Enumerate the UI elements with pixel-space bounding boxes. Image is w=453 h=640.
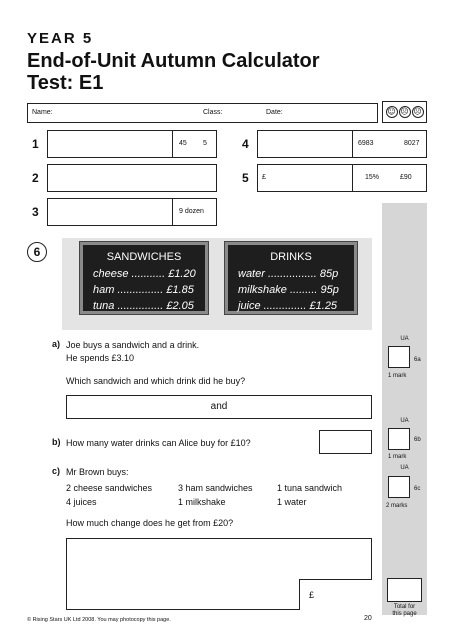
title-line-1: End-of-Unit Autumn Calculator xyxy=(27,50,320,72)
question-1-box xyxy=(47,130,217,158)
drinks-menu-board xyxy=(225,242,357,314)
part-c-label: c) xyxy=(52,466,61,476)
question-3-number: 3 xyxy=(32,205,39,219)
part-a-question: Which sandwich and which drink did he buy? xyxy=(66,376,246,386)
question-4-box xyxy=(257,130,427,158)
part-a-mark-box[interactable] xyxy=(388,346,410,368)
part-b-mark-box[interactable] xyxy=(388,428,410,450)
part-b-question: How many water drinks can Alice buy for £10? xyxy=(66,438,251,448)
part-c-working-area[interactable] xyxy=(66,538,372,610)
question-6-number: 6 xyxy=(27,242,47,262)
part-b-ua-label: UA xyxy=(400,418,409,424)
sandwich-item-tuna: tuna ............... £2.05 xyxy=(93,300,194,312)
sandwiches-menu-board xyxy=(80,242,208,314)
question-3-answer-field[interactable] xyxy=(48,199,173,225)
question-5-value-a: 15% xyxy=(365,174,380,181)
part-c-mark-box[interactable] xyxy=(388,476,410,498)
page-total-label xyxy=(382,604,427,618)
part-a-and-word: and xyxy=(210,401,228,412)
drinks-heading: DRINKS xyxy=(270,251,312,263)
part-c-question: How much change does he get from £20? xyxy=(66,518,234,528)
question-4-value-b: 8027 xyxy=(404,140,420,147)
part-a-line-2: He spends £3.10 xyxy=(66,353,135,363)
year-heading: YEAR 5 xyxy=(27,30,94,47)
drink-item-milkshake: milkshake ......... 95p xyxy=(238,284,339,296)
page-number: 20 xyxy=(364,615,372,622)
student-info-bar xyxy=(27,103,378,123)
question-1-value-a: 45 xyxy=(179,140,187,147)
class-label: Class: xyxy=(203,109,223,116)
part-b-code: 6b xyxy=(414,437,421,443)
page-title xyxy=(27,50,320,94)
part-a-answer-field[interactable] xyxy=(66,395,372,419)
sad-face-icon[interactable]: ☹ xyxy=(413,107,422,116)
part-c-item-juices: 4 juices xyxy=(66,497,97,507)
question-4-value-a: 6983 xyxy=(358,140,374,147)
name-label: Name: xyxy=(32,109,53,116)
part-c-code: 6c xyxy=(414,486,421,492)
part-c-marks: 2 marks xyxy=(386,503,408,509)
part-c-item-cheese: 2 cheese sandwiches xyxy=(66,483,153,493)
question-4-number: 4 xyxy=(242,137,249,151)
question-1-answer-field[interactable] xyxy=(48,131,173,157)
question-3-box xyxy=(47,198,217,226)
part-a-label: a) xyxy=(52,339,61,349)
page-total-line-1: Total for xyxy=(393,604,416,610)
self-assessment-faces xyxy=(382,101,427,123)
question-1-number: 1 xyxy=(32,137,39,151)
part-c-answer-field[interactable] xyxy=(299,579,372,610)
question-2-number: 2 xyxy=(32,171,39,185)
question-1-value-b: 5 xyxy=(203,140,207,147)
part-c-item-tuna: 1 tuna sandwich xyxy=(277,483,343,493)
part-c-currency: £ xyxy=(309,590,315,600)
page-total-line-2: this page xyxy=(392,611,417,617)
part-c-item-milkshake: 1 milkshake xyxy=(178,497,226,507)
part-b-answer-field[interactable] xyxy=(319,430,372,454)
sandwich-item-cheese: cheese ........... £1.20 xyxy=(93,268,196,280)
part-b-label: b) xyxy=(52,437,61,447)
neutral-face-icon[interactable]: ☹ xyxy=(400,107,409,116)
question-5-number: 5 xyxy=(242,171,249,185)
part-c-item-water: 1 water xyxy=(277,497,307,507)
part-c-intro: Mr Brown buys: xyxy=(66,467,129,477)
marking-sidebar xyxy=(382,203,427,615)
question-3-value: 9 dozen xyxy=(179,208,204,215)
question-5-currency: £ xyxy=(262,174,266,181)
sandwich-item-ham: ham ............... £1.85 xyxy=(93,284,194,296)
page-total-box[interactable] xyxy=(387,578,422,602)
part-a-marks: 1 mark xyxy=(388,373,407,379)
happy-face-icon[interactable]: ☺ xyxy=(387,107,396,116)
question-4-answer-field[interactable] xyxy=(258,131,353,157)
question-5-answer-field[interactable] xyxy=(258,165,353,191)
drink-item-water: water ................ 85p xyxy=(238,268,339,280)
part-b-marks: 1 mark xyxy=(388,454,407,460)
title-line-2: Test: E1 xyxy=(27,72,104,94)
part-a-ua-label: UA xyxy=(400,336,409,342)
part-a-code: 6a xyxy=(414,357,421,363)
part-a-line-1: Joe buys a sandwich and a drink. xyxy=(66,340,200,350)
date-label: Date: xyxy=(266,109,283,116)
sandwiches-heading: SANDWICHES xyxy=(106,251,182,263)
drink-item-juice: juice .............. £1.25 xyxy=(238,300,338,312)
part-c-ua-label: UA xyxy=(400,465,409,471)
question-5-value-b: £90 xyxy=(400,174,412,181)
part-c-item-ham: 3 ham sandwiches xyxy=(178,483,253,493)
copyright-notice: © Rising Stars UK Ltd 2008. You may photocopy this page. xyxy=(27,617,171,623)
question-2-answer-field[interactable] xyxy=(47,164,217,192)
question-5-box xyxy=(257,164,427,192)
